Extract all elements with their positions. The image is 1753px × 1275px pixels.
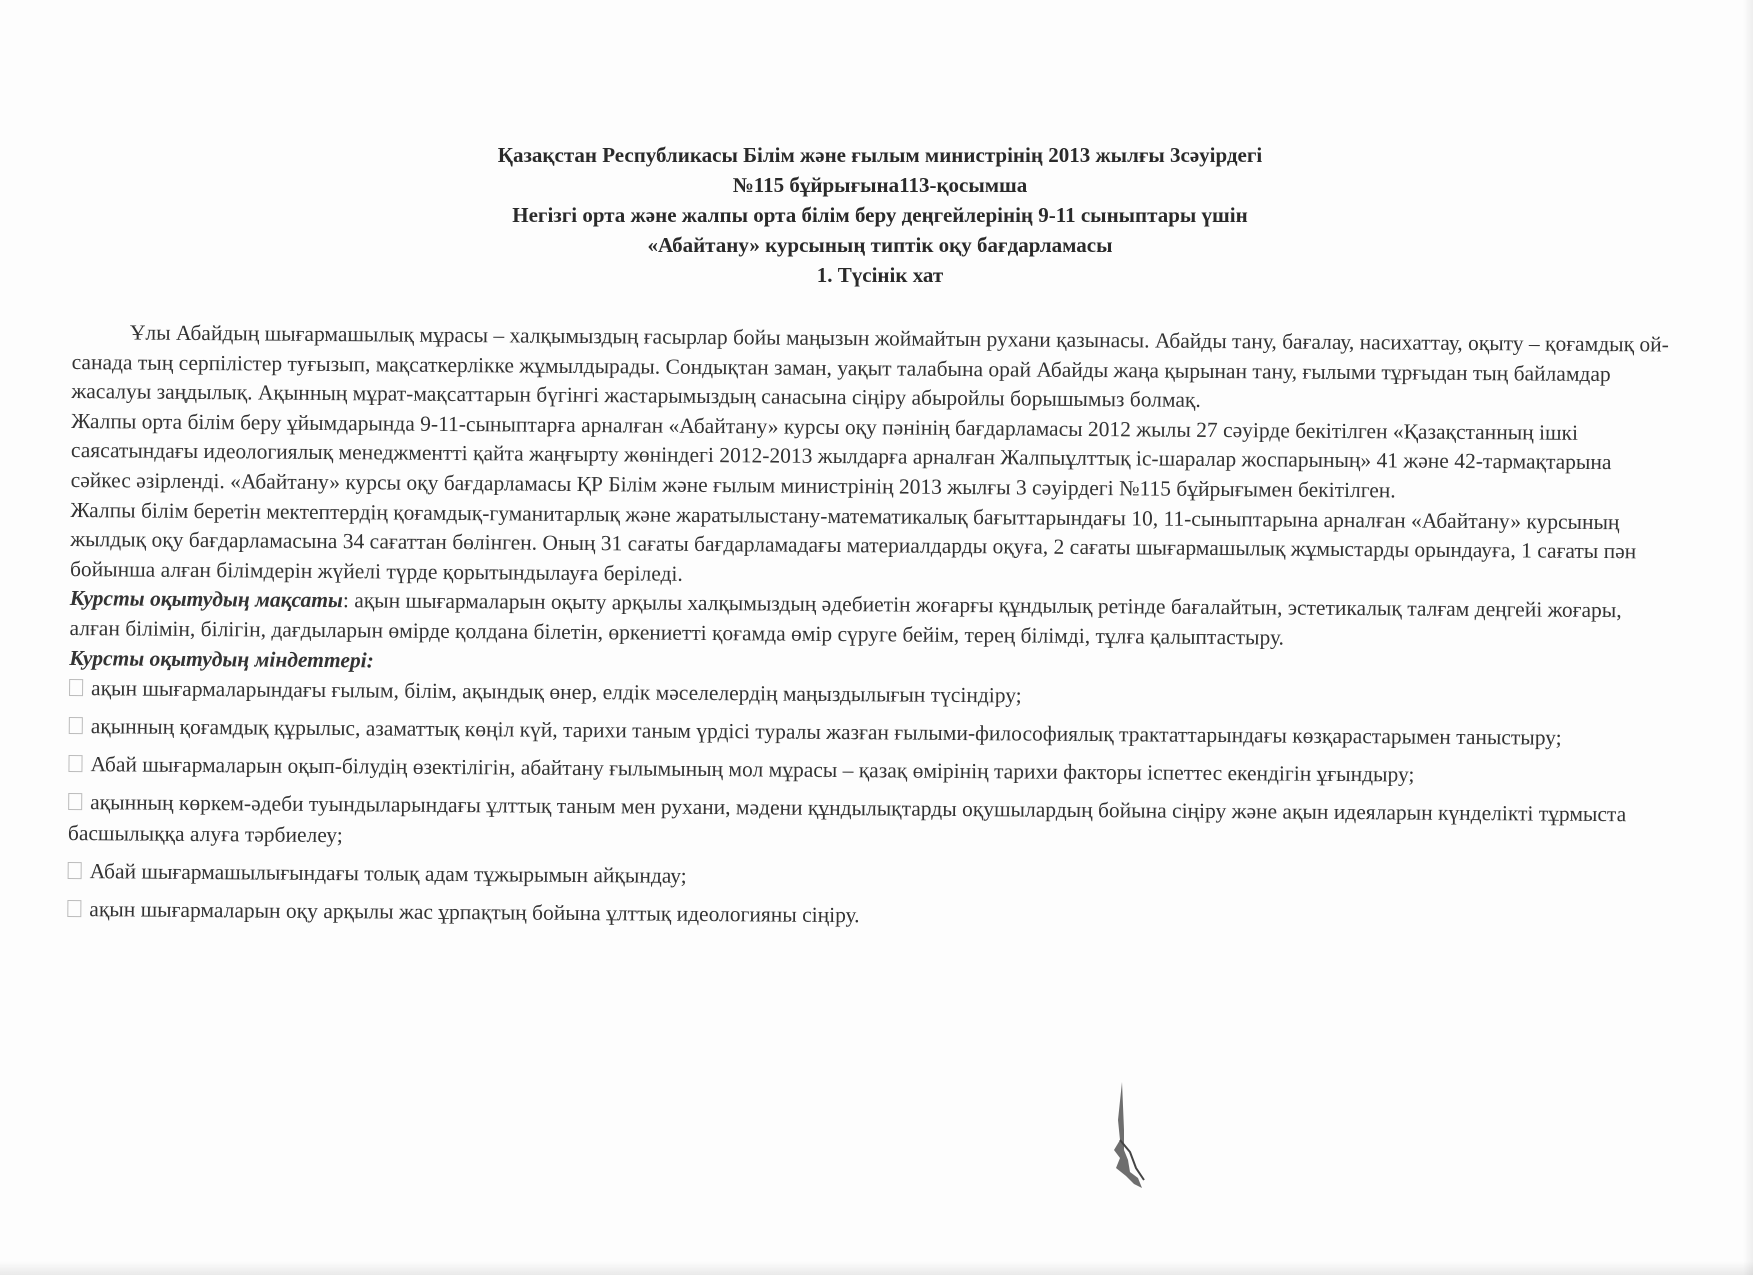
header-line-ministry-order: Қазақстан Республикасы Білім және ғылым министрінің 2013 жылғы 3сәуірдегі — [497, 143, 1263, 167]
task-text: Абай шығармашылығындағы толық адам тұжырымын айқындау; — [89, 859, 687, 888]
task-text: ақын шығармаларын оқу арқылы жас ұрпақтың бойына ұлттық идеологияны сіңіру. — [89, 897, 860, 928]
bullet-box-icon — [69, 717, 83, 734]
paragraph-approval: Жалпы орта білім беру ұйымдарында 9-11-сыныптарға арналған «Абайтану» курсы оқу пәнінің бағдарламасы 2012 жылы 27 сәуірде бекітілген «Қазақстанның ішкі саясатындағы идеологиялық менеджментті қайта жаңғырту жөніндегі 2012-2013 жылдарға арналған Жалпыұлттық іс-шаралар жоспарының» 41 және 42-тармақтарына сәйкес әзірленді. «Абайтану» курсы оқу бағдарламасы ҚР Білім және ғылым министрінің 2013 жылғы 3 сәуірдегі №115 бұйрығымен бекітілген. — [70, 408, 1612, 503]
bullet-box-icon — [68, 862, 82, 879]
paragraph-intro: Ұлы Абайдың шығармашылық мұрасы – халқымыздың ғасырлар бойы маңызын жоймайтын рухани қазынасы. Абайды тану, бағалау, насихаттау, оқыту – қоғамдық ой-санада тың серпілістер туғызып, мақсаткерлікке жұмылдырады. Сондықтан заман, уақыт талабына орай Абайды жаңа қырынан тану, ғылыми тұрғыдан тың байламдар жасалуы заңдылық. Ақынның мұрат-мақсаттарын бүгінгі жастарымыздың санасына сіңіру абыройлы борышымыз болмақ. — [71, 320, 1669, 413]
bullet-box-icon — [67, 900, 81, 917]
goal-text: : ақын шығармаларын оқыту арқылы халқымыздың әдебиетін жоғарғы құндылық ретінде бағалайтын, эстетикалық талғам деңгейі жоғары, алған білімін, білігін, дағдыларын өмірде қолдана білетін, өркениетті қоғамда өмір сүруге бейім, терең білімді, тұлға қалыптастыру. — [69, 588, 1622, 650]
task-text: Абай шығармаларын оқып-білудің өзектілігін, абайтану ғылымының мол мұрасы – қазақ өмірінің тарихи факторы іспеттес екендігін ұғындыру; — [90, 752, 1415, 787]
paragraph-hours: Жалпы білім беретін мектептердің қоғамдық-гуманитарлық және жаратылыстану-математикалық бағыттарындағы 10, 11-сыныптарына арналған «Абайтану» курсының жылдық оқу бағдарламасына 34 сағаттан бөлінген. Оның 31 сағаты бағдарламадағы материалдарды оқуға, 2 сағаты шығармашылық жұмыстарды орындауға, 1 сағаты пән бойынша алған білімдерін жүйелі түрде қорытындылауға беріледі. — [69, 497, 1637, 586]
bullet-box-icon — [68, 793, 82, 810]
signature-mark — [1100, 1080, 1160, 1190]
bullet-box-icon — [69, 679, 83, 696]
bullet-box-icon — [68, 755, 82, 772]
list-item — [69, 711, 1669, 755]
tasks-heading-colon: : — [366, 647, 374, 672]
header-line-appendix: №115 бұйрығына113-қосымша — [732, 173, 1028, 197]
tasks-list — [67, 673, 1669, 938]
task-text: ақынның көркем-әдеби туындыларындағы ұлттық таным мен рухани, мәдени құндылықтарды оқушылардың бойына сіңіру және ақын идеяларын күнделікті тұрмыста басшылыққа алуға тәрбиелеу; — [67, 790, 1627, 848]
header-line-levels: Негізгі орта және жалпы орта білім беру деңгейлерінің 9-11 сыныптары үшін — [512, 203, 1248, 227]
list-item — [68, 749, 1668, 793]
document-header — [380, 140, 1380, 290]
section-title: 1. Түсінік хат — [816, 263, 944, 287]
list-item — [67, 894, 1667, 938]
list-item — [68, 787, 1668, 862]
scan-edge-bottom — [0, 1261, 1753, 1275]
scan-edge-right — [1743, 0, 1753, 1275]
document-body — [67, 318, 1672, 945]
list-item — [68, 856, 1668, 900]
header-line-program-title: «Абайтану» курсының типтік оқу бағдарламасы — [647, 233, 1113, 257]
tasks-heading: Курсты оқытудың міндеттері — [69, 645, 367, 672]
goal-heading: Курсты оқытудың мақсаты — [69, 586, 343, 613]
task-text: ақынның қоғамдық құрылыс, азаматтық көңіл күй, тарихи таным үрдісі туралы жазған ғылыми-философиялық трактаттарындағы көзқарастарымен таныстыру; — [90, 714, 1562, 750]
task-text: ақын шығармаларындағы ғылым, білім, ақындық өнер, елдік мәселелердің маңыздылығын түсіндіру; — [90, 676, 1022, 708]
